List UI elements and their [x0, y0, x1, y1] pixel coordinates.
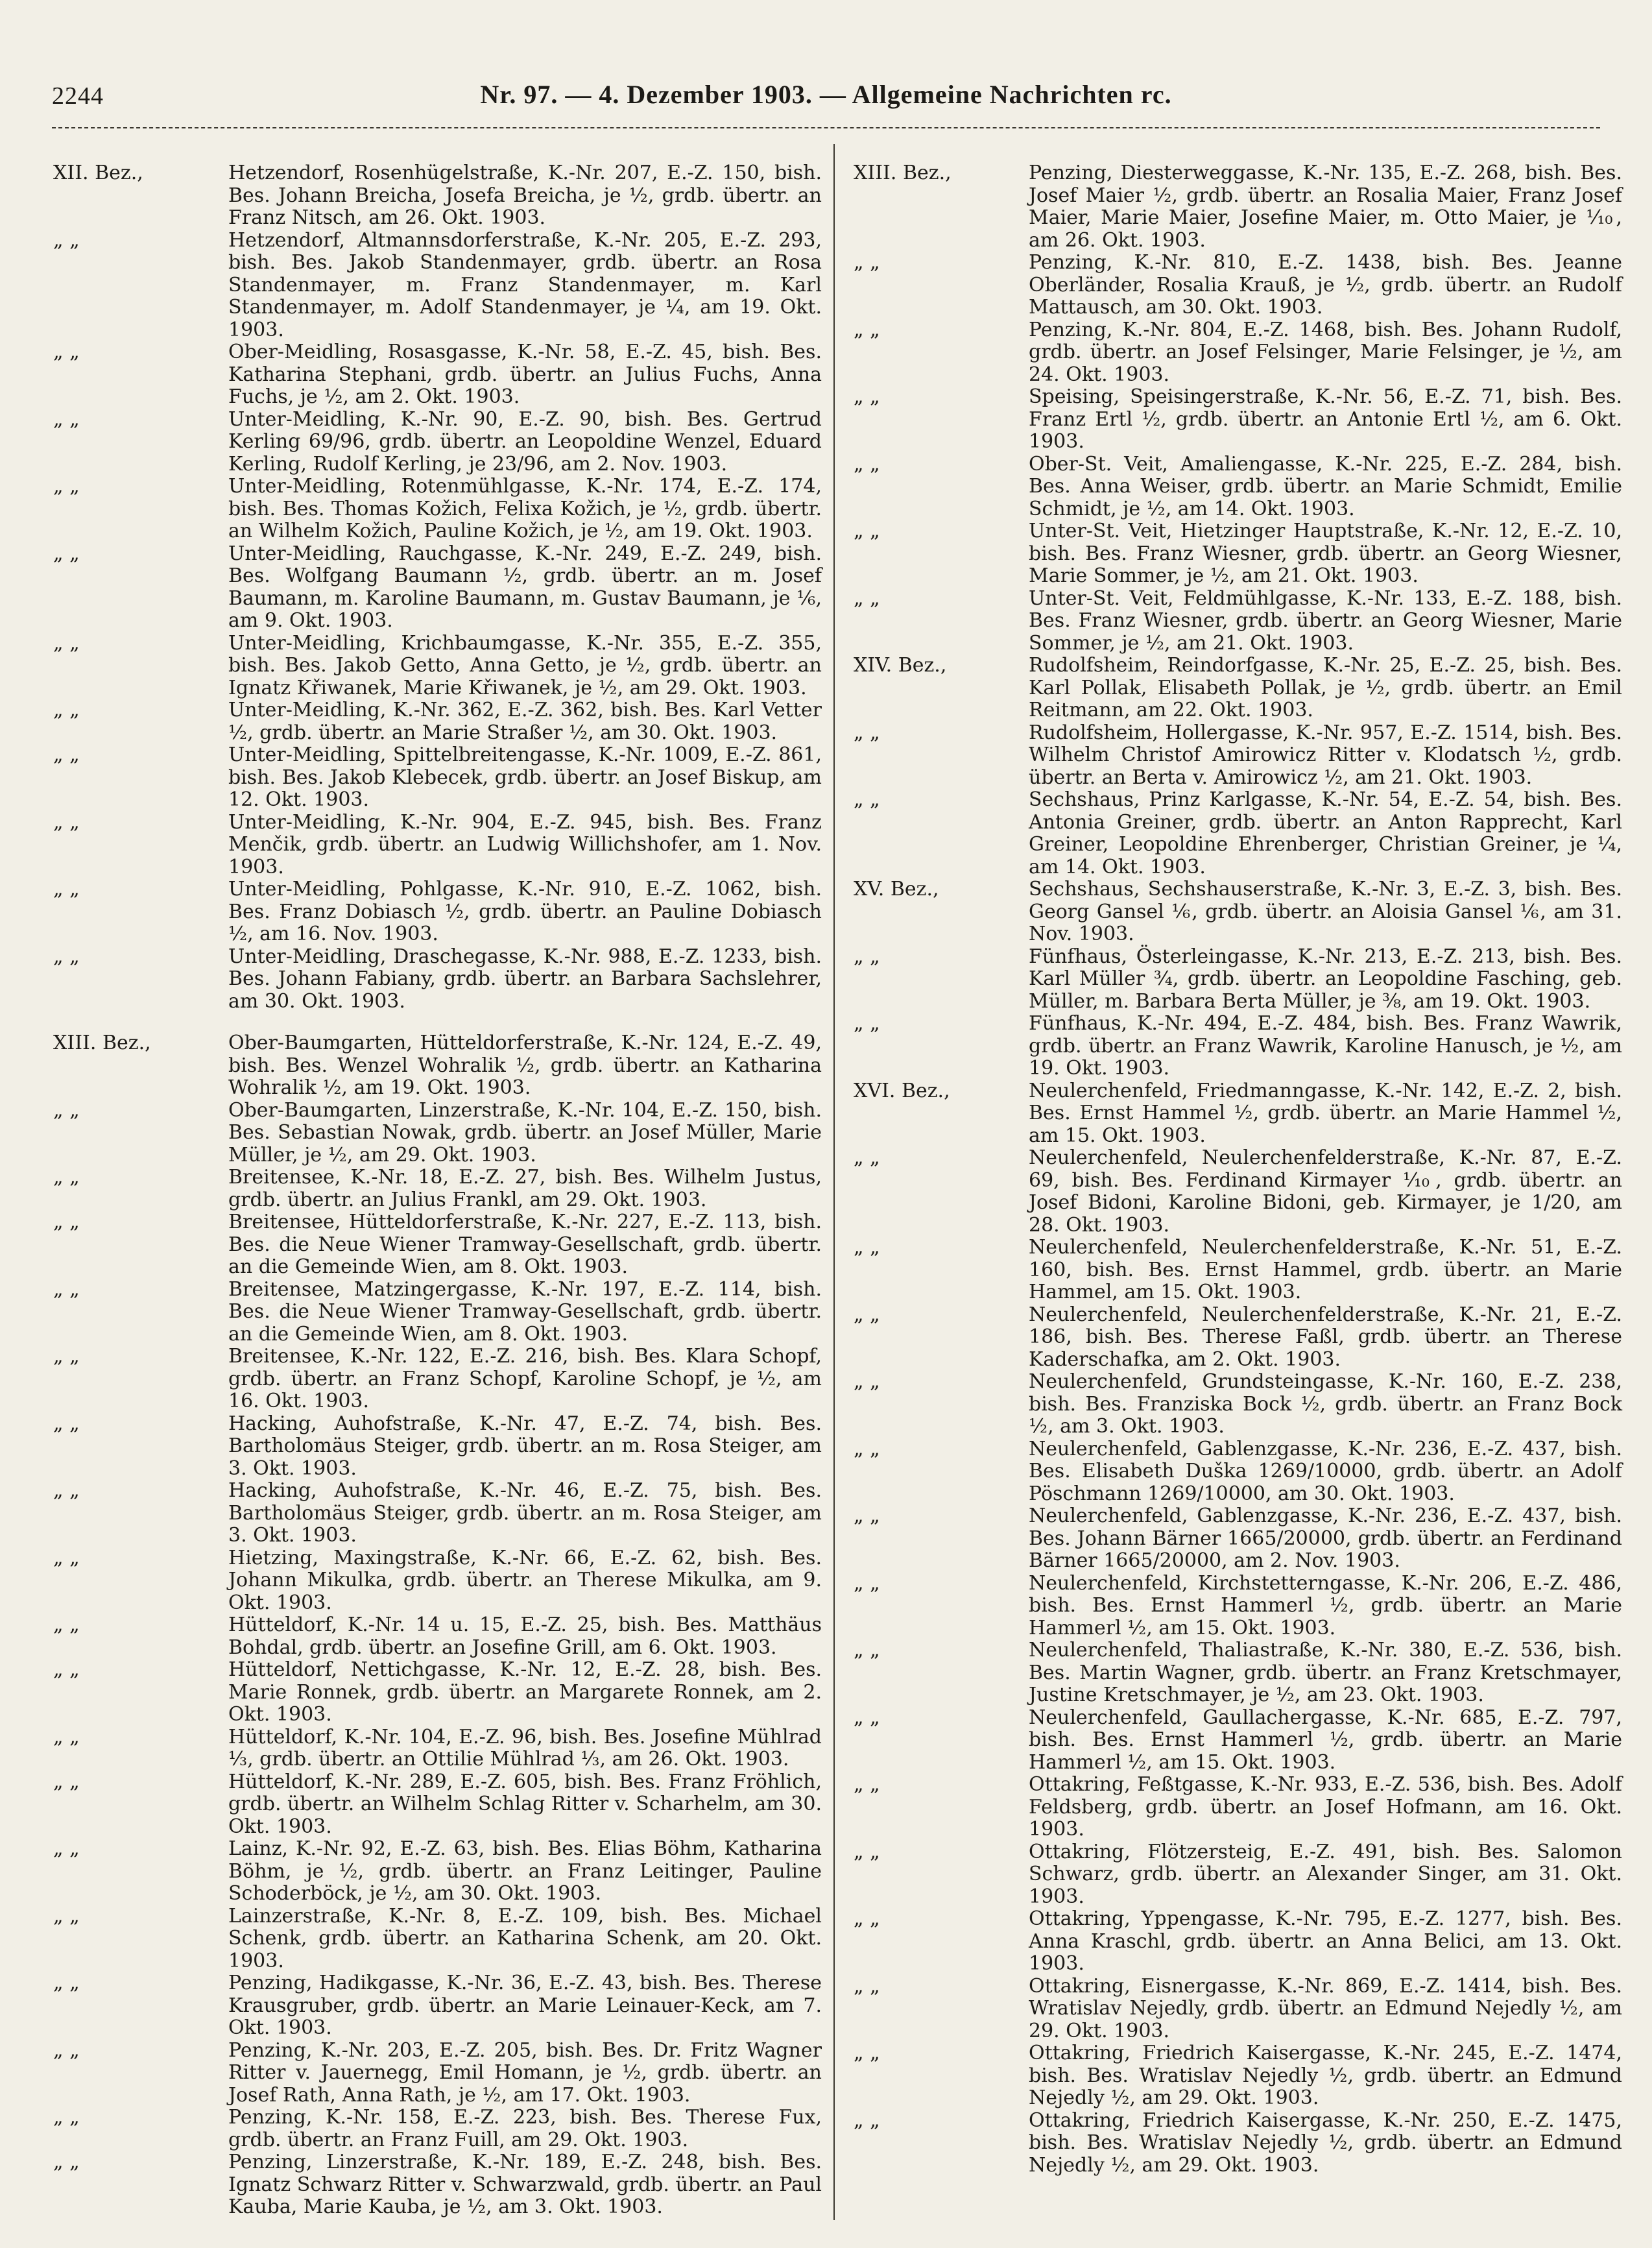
- district-label: „ „: [53, 341, 80, 363]
- entry-text: Breitensee, Hütteldorferstraße, K.-Nr. 227, E.-Z. 113, bish. Bes. die Neue Wiener Tramway-Gesellschaft, grdb. übertr. an die Gemeinde Wien, am 8. Okt. 1903.: [228, 1211, 822, 1278]
- entry-text: Unter-Meidling, Pohlgasse, K.-Nr. 910, E.-Z. 1062, bish. Bes. Franz Dobiasch ½, grdb. übertr. an Pauline Dobiasch ½, am 16. Nov. 1903.: [228, 878, 822, 945]
- entry-text: Ober-St. Veit, Amaliengasse, K.-Nr. 225, E.-Z. 284, bish. Bes. Anna Weiser, grdb. übertr. an Marie Schmidt, Emilie Schmidt, je ½, am 14. Okt. 1903.: [1029, 452, 1622, 520]
- entry-text: Hütteldorf, K.-Nr. 289, E.-Z. 605, bish. Bes. Franz Fröhlich, grdb. übertr. an Wilhelm Schlag Ritter v. Scharhelm, am 30. Okt. 1903.: [228, 1770, 822, 1838]
- register-entry: [854, 1908, 1622, 1976]
- register-entry: [854, 252, 1622, 319]
- district-label: „ „: [53, 945, 80, 968]
- district-label: XIII. Bez.,: [854, 162, 952, 184]
- district-label: „ „: [854, 251, 880, 274]
- entry-text: Unter-Meidling, Krichbaumgasse, K.-Nr. 355, E.-Z. 355, bish. Bes. Jakob Getto, Anna Getto, je ½, grdb. übertr. an Ignatz Křiwanek, Marie Křiwanek, je ½, am 29. Okt. 1903.: [228, 631, 822, 699]
- entry-text: Unter-Meidling, Rauchgasse, K.-Nr. 249, E.-Z. 249, bish. Bes. Wolfgang Baumann ½, grdb. übertr. an m. Josef Baumann, m. Karoline Baumann, m. Gustav Baumann, je ⅙, am 9. Okt. 1903.: [228, 542, 822, 632]
- district-label: „ „: [854, 1303, 880, 1326]
- district-label: „ „: [854, 1012, 880, 1035]
- register-entry: [854, 588, 1622, 655]
- register-entry: [854, 1237, 1622, 1304]
- register-entry: [53, 1032, 822, 1100]
- district-label: „ „: [53, 1904, 80, 1928]
- entry-text: Penzing, Linzerstraße, K.-Nr. 189, E.-Z. 248, bish. Bes. Ignatz Schwarz Ritter v. Schwarzwald, grdb. übertr. an Paul Kauba, Marie Kauba, je ½, am 3. Okt. 1903.: [228, 2151, 822, 2218]
- entry-text: Hetzendorf, Rosenhügelstraße, K.-Nr. 207, E.-Z. 150, bish. Bes. Johann Breicha, Josefa Breicha, je ½, grdb. übertr. an Franz Nitsch, am 26. Okt. 1903.: [228, 162, 822, 229]
- district-label: „ „: [854, 1146, 880, 1169]
- register-entry: [53, 1905, 822, 1973]
- district-label: „ „: [854, 318, 880, 341]
- register-entry: [854, 789, 1622, 878]
- register-entry: [854, 2110, 1622, 2177]
- entry-text: Neulerchenfeld, Neulerchenfelderstraße, K.-Nr. 87, E.-Z. 69, bish. Bes. Ferdinand Kirmayer ⅒, grdb. übertr. an Josef Bidoni, Karoline Bidoni, geb. Kirmayer, je 1/20, am 28. Okt. 1903.: [1029, 1146, 1622, 1237]
- district-label: „ „: [854, 788, 880, 811]
- entry-text: Penzing, K.-Nr. 158, E.-Z. 223, bish. Bes. Therese Fux, grdb. übertr. an Franz Fuill, am 29. Okt. 1903.: [228, 2106, 822, 2151]
- entry-text: Penzing, K.-Nr. 810, E.-Z. 1438, bish. Bes. Jeanne Oberländer, Rosalia Krauß, je ½, grdb. übertr. an Rudolf Mattausch, am 30. Okt. 1903.: [1029, 251, 1622, 319]
- register-entry: [53, 1480, 822, 1547]
- district-label: „ „: [854, 1236, 880, 1259]
- entry-text: Penzing, Diesterweggasse, K.-Nr. 135, E.-Z. 268, bish. Bes. Josef Maier ½, grdb. übertr. an Rosalia Maier, Franz Josef Maier, Marie Maier, Josefine Maier, m. Otto Maier, je ⅒, am 26. Okt. 1903.: [1029, 162, 1622, 252]
- entry-text: Unter-St. Veit, Feldmühlgasse, K.-Nr. 133, E.-Z. 188, bish. Bes. Franz Wiesner, grdb. übertr. an Georg Wiesner, Marie Sommer, je ½, am 21. Okt. 1903.: [1029, 586, 1622, 655]
- district-label: „ „: [53, 1412, 80, 1435]
- register-entry: [53, 162, 822, 230]
- district-label: „ „: [53, 810, 80, 834]
- entry-text: Neulerchenfeld, Friedmanngasse, K.-Nr. 142, E.-Z. 2, bish. Bes. Ernst Hammel ½, grdb. übertr. an Marie Hammel ½, am 15. Okt. 1903.: [1029, 1079, 1622, 1147]
- register-entry: [53, 543, 822, 633]
- entry-text: Unter-Meidling, Spittelbreitengasse, K.-Nr. 1009, E.-Z. 861, bish. Bes. Jakob Klebecek, grdb. übertr. an Josef Biskup, am 12. Okt. 1903.: [228, 743, 822, 811]
- register-entry: [854, 722, 1622, 790]
- district-label: „ „: [53, 1098, 80, 1122]
- district-label: „ „: [53, 631, 80, 655]
- entry-text: Hütteldorf, K.-Nr. 104, E.-Z. 96, bish. Bes. Josefine Mühlrad ⅓, grdb. übertr. an Ottilie Mühlrad ⅓, am 26. Okt. 1903.: [228, 1725, 822, 1771]
- page-header: [52, 77, 1600, 128]
- district-label: „ „: [53, 1972, 80, 1994]
- entry-text: Hacking, Auhofstraße, K.-Nr. 47, E.-Z. 74, bish. Bes. Bartholomäus Steiger, grdb. übertr. an m. Rosa Steiger, am 3. Okt. 1903.: [228, 1412, 822, 1480]
- register-entry: [854, 1013, 1622, 1080]
- district-label: „ „: [854, 1773, 880, 1796]
- district-label: XIII. Bez.,: [53, 1032, 151, 1054]
- register-entry: [53, 341, 822, 409]
- register-entry: [854, 1080, 1622, 1148]
- right-column: [854, 162, 1622, 2177]
- register-entry: [854, 1573, 1622, 1640]
- district-label: „ „: [53, 1658, 80, 1681]
- register-entry: [854, 1774, 1622, 1841]
- district-label: „ „: [854, 2109, 880, 2132]
- register-entry: [53, 1413, 822, 1481]
- register-entry: [53, 1614, 822, 1659]
- register-entry: [53, 1279, 822, 1346]
- entry-text: Ottakring, Flötzersteig, E.-Z. 491, bish. Bes. Salomon Schwarz, grdb. übertr. an Alexander Singer, am 31. Okt. 1903.: [1029, 1840, 1622, 1908]
- register-entry: [854, 1304, 1622, 1372]
- register-entry: [53, 1838, 822, 1905]
- entry-text: Ottakring, Friedrich Kaisergasse, K.-Nr. 250, E.-Z. 1475, bish. Bes. Wratislav Nejedly ½, grdb. übertr. an Edmund Nejedly ½, am 29. Okt. 1903.: [1029, 2109, 1622, 2177]
- entry-text: Ottakring, Eisnergasse, K.-Nr. 869, E.-Z. 1414, bish. Bes. Wratislav Nejedly, grdb. übertr. an Edmund Nejedly ½, am 29. Okt. 1903.: [1029, 1974, 1622, 2042]
- entry-text: Fünfhaus, Österleingasse, K.-Nr. 213, E.-Z. 213, bish. Bes. Karl Müller ¾, grdb. übertr. an Leopoldine Fasching, geb. Müller, m. Barbara Berta Müller, je ⅜, am 19. Okt. 1903.: [1029, 945, 1622, 1013]
- district-label: „ „: [854, 1706, 880, 1729]
- register-entry: [854, 1639, 1622, 1707]
- register-entry: [854, 1147, 1622, 1237]
- register-entry: [53, 2151, 822, 2219]
- running-title: Nr. 97. — 4. Dezember 1903. — Allgemeine Nachrichten rc.: [480, 80, 1172, 109]
- register-entry: [53, 476, 822, 543]
- entry-text: Hütteldorf, K.-Nr. 14 u. 15, E.-Z. 25, bish. Bes. Matthäus Bohdal, grdb. übertr. an Josefine Grill, am 6. Okt. 1903.: [228, 1613, 822, 1659]
- district-label: „ „: [854, 721, 880, 744]
- district-label: „ „: [53, 1211, 80, 1233]
- register-entry: [854, 319, 1622, 387]
- entry-text: Breitensee, K.-Nr. 18, E.-Z. 27, bish. Bes. Wilhelm Justus, grdb. übertr. an Julius Frankl, am 29. Okt. 1903.: [228, 1166, 822, 1211]
- entry-text: Ober-Meidling, Rosasgasse, K.-Nr. 58, E.-Z. 45, bish. Bes. Katharina Stephani, grdb. übertr. an Julius Fuchs, Anna Fuchs, je ½, am 2. Okt. 1903.: [228, 341, 822, 408]
- register-entry: [854, 1371, 1622, 1438]
- district-label: „ „: [53, 1277, 80, 1301]
- district-label: „ „: [854, 452, 880, 476]
- register-entry: [854, 655, 1622, 722]
- entry-text: Ottakring, Friedrich Kaisergasse, K.-Nr. 245, E.-Z. 1474, bish. Bes. Wratislav Nejedly ½, grdb. übertr. an Edmund Nejedly ½, am 29. Okt. 1903.: [1029, 2042, 1622, 2109]
- district-label: „ „: [53, 1546, 80, 1569]
- register-entry: [53, 230, 822, 342]
- column-divider: [833, 144, 835, 2220]
- district-label: „ „: [53, 2038, 80, 2062]
- register-entry: [53, 633, 822, 700]
- register-entry: [53, 1659, 822, 1726]
- register-entry: [53, 2040, 822, 2107]
- district-label: „ „: [53, 475, 80, 498]
- district-label: „ „: [53, 1479, 80, 1502]
- entry-text: Penzing, K.-Nr. 203, E.-Z. 205, bish. Bes. Dr. Fritz Wagner Ritter v. Jauernegg, Emil Homann, je ½, grdb. übertr. an Josef Rath, Anna Rath, je ½, am 17. Okt. 1903.: [228, 2038, 822, 2107]
- district-label: „ „: [53, 1613, 80, 1636]
- header-rule: [52, 127, 1600, 128]
- entry-text: Hetzendorf, Altmannsdorferstraße, K.-Nr. 205, E.-Z. 293, bish. Bes. Jakob Standenmayer, grdb. übertr. an Rosa Standenmayer, m. Franz Standenmayer, m. Karl Standenmayer, m. Adolf Standenmayer, je ¼, am 19. Okt. 1903.: [228, 228, 822, 341]
- page-number: 2244: [52, 82, 104, 110]
- entry-text: Rudolfsheim, Hollergasse, K.-Nr. 957, E.-Z. 1514, bish. Bes. Wilhelm Christof Amirowicz Ritter v. Klodatsch ½, grdb. übertr. an Berta v. Amirowicz ½, am 21. Okt. 1903.: [1029, 721, 1622, 789]
- register-entry: [53, 1211, 822, 1279]
- entry-text: Unter-Meidling, K.-Nr. 90, E.-Z. 90, bish. Bes. Gertrud Kerling 69/96, grdb. übertr. an Leopoldine Wenzel, Eduard Kerling, Rudolf Kerling, je 23/96, am 2. Nov. 1903.: [228, 407, 822, 476]
- entry-text: Neulerchenfeld, Grundsteingasse, K.-Nr. 160, E.-Z. 238, bish. Bes. Franziska Bock ½, grdb. übertr. an Franz Bock ½, am 3. Okt. 1903.: [1029, 1370, 1622, 1438]
- register-entry: [854, 1505, 1622, 1573]
- entry-text: Sechshaus, Sechshauserstraße, K.-Nr. 3, E.-Z. 3, bish. Bes. Georg Gansel ⅙, grdb. übertr. an Aloisia Gansel ⅙, am 31. Nov. 1903.: [1029, 878, 1622, 945]
- district-label: „ „: [854, 1907, 880, 1930]
- entry-text: Neulerchenfeld, Thaliastraße, K.-Nr. 380, E.-Z. 536, bish. Bes. Martin Wagner, grdb. übertr. an Franz Kretschmayer, Justine Kretschmayer, je ½, am 23. Okt. 1903.: [1029, 1639, 1622, 1706]
- register-entry: [854, 386, 1622, 453]
- entry-text: Neulerchenfeld, Gablenzgasse, K.-Nr. 236, E.-Z. 437, bish. Bes. Johann Bärner 1665/20000, grdb. übertr. an Ferdinand Bärner 1665/20000, am 2. Nov. 1903.: [1029, 1505, 1622, 1572]
- left-column: [53, 162, 822, 2219]
- district-label: „ „: [53, 407, 80, 431]
- district-label: „ „: [53, 1166, 80, 1189]
- entry-text: Rudolfsheim, Reindorfgasse, K.-Nr. 25, E.-Z. 25, bish. Bes. Karl Pollak, Elisabeth Pollak, je ½, grdb. übertr. an Emil Reitmann, am 22. Okt. 1903.: [1029, 654, 1622, 721]
- district-label: „ „: [854, 1437, 880, 1460]
- register-entry: [854, 2042, 1622, 2110]
- district-label: „ „: [53, 699, 80, 721]
- entry-text: Lainzerstraße, K.-Nr. 8, E.-Z. 109, bish. Bes. Michael Schenk, grdb. übertr. an Katharina Schenk, am 20. Okt. 1903.: [228, 1904, 822, 1972]
- register-entry: [53, 1166, 822, 1211]
- district-label: XIV. Bez.,: [854, 654, 947, 677]
- district-label: „ „: [854, 1840, 880, 1863]
- register-entry: [53, 1547, 822, 1615]
- district-label: „ „: [53, 542, 80, 565]
- entry-text: Ottakring, Yppengasse, K.-Nr. 795, E.-Z. 1277, bish. Bes. Anna Kraschl, grdb. übertr. an Anna Belici, am 13. Okt. 1903.: [1029, 1907, 1622, 1975]
- entry-text: Penzing, Hadikgasse, K.-Nr. 36, E.-Z. 43, bish. Bes. Therese Krausgruber, grdb. übertr. an Marie Leinauer-Keck, am 7. Okt. 1903.: [228, 1972, 822, 2039]
- district-label: „ „: [854, 1505, 880, 1527]
- district-label: „ „: [854, 945, 880, 968]
- register-entry: [854, 878, 1622, 946]
- entry-text: Neulerchenfeld, Kirchstetterngasse, K.-Nr. 206, E.-Z. 486, bish. Bes. Ernst Hammerl ½, grdb. übertr. an Marie Hammerl ½, am 15. Okt. 1903.: [1029, 1571, 1622, 1639]
- entry-text: Fünfhaus, K.-Nr. 494, E.-Z. 484, bish. Bes. Franz Wawrik, grdb. übertr. an Franz Wawrik, Karoline Hanusch, je ½, am 19. Okt. 1903.: [1029, 1012, 1622, 1080]
- district-label: „ „: [53, 228, 80, 252]
- district-label: XV. Bez.,: [854, 878, 939, 900]
- entry-text: Hacking, Auhofstraße, K.-Nr. 46, E.-Z. 75, bish. Bes. Bartholomäus Steiger, grdb. übertr. an m. Rosa Steiger, am 3. Okt. 1903.: [228, 1479, 822, 1547]
- register-entry: [854, 946, 1622, 1013]
- register-entry: [854, 453, 1622, 521]
- entry-text: Ottakring, Feßtgasse, K.-Nr. 933, E.-Z. 536, bish. Bes. Adolf Feldsberg, grdb. übertr. an Josef Hofmann, am 16. Okt. 1903.: [1029, 1773, 1622, 1841]
- district-label: „ „: [854, 1974, 880, 1998]
- entry-text: Sechshaus, Prinz Karlgasse, K.-Nr. 54, E.-Z. 54, bish. Bes. Antonia Greiner, grdb. übertr. an Anton Rapprecht, Karl Greiner, Leopoldine Ehrenberger, Christian Greiner, je ¼, am 14. Okt. 1903.: [1029, 788, 1622, 878]
- register-entry: [53, 699, 822, 744]
- entry-text: Breitensee, K.-Nr. 122, E.-Z. 216, bish. Bes. Klara Schopf, grdb. übertr. an Franz Schopf, Karoline Schopf, je ½, am 16. Okt. 1903.: [228, 1345, 822, 1412]
- district-label: „ „: [53, 878, 80, 900]
- register-entry: [53, 744, 822, 812]
- entry-text: Lainz, K.-Nr. 92, E.-Z. 63, bish. Bes. Elias Böhm, Katharina Böhm, je ½, grdb. übertr. an Franz Leitinger, Pauline Schoderböck, je ½, am 30. Okt. 1903.: [228, 1837, 822, 1905]
- entry-text: Ober-Baumgarten, Hütteldorferstraße, K.-Nr. 124, E.-Z. 49, bish. Bes. Wenzel Wohralik ½, grdb. übertr. an Katharina Wohralik ½, am 19. Okt. 1903.: [228, 1032, 822, 1099]
- register-entry: [854, 520, 1622, 588]
- entry-text: Unter-St. Veit, Hietzinger Hauptstraße, K.-Nr. 12, E.-Z. 10, bish. Bes. Franz Wiesner, grdb. übertr. an Georg Wiesner, Marie Sommer, je ½, am 21. Okt. 1903.: [1029, 520, 1622, 587]
- register-entry: [53, 1771, 822, 1839]
- register-entry: [53, 1346, 822, 1413]
- district-label: „ „: [53, 2151, 80, 2173]
- district-label: „ „: [53, 1837, 80, 1860]
- district-label: „ „: [854, 1639, 880, 1662]
- entry-text: Hietzing, Maxingstraße, K.-Nr. 66, E.-Z. 62, bish. Bes. Johann Mikulka, grdb. übertr. an Therese Mikulka, am 9. Okt. 1903.: [228, 1546, 822, 1614]
- register-entry: [53, 2107, 822, 2151]
- register-entry: [854, 1841, 1622, 1909]
- district-label: „ „: [854, 2042, 880, 2064]
- register-entry: [854, 162, 1622, 252]
- register-entry: [854, 1438, 1622, 1506]
- register-entry: [53, 812, 822, 879]
- district-label: „ „: [854, 1571, 880, 1595]
- register-entry: [854, 1707, 1622, 1774]
- district-label: „ „: [854, 1370, 880, 1393]
- register-entry: [53, 1726, 822, 1771]
- entry-text: Neulerchenfeld, Gablenzgasse, K.-Nr. 236, E.-Z. 437, bish. Bes. Elisabeth Duška 1269/10000, grdb. übertr. an Adolf Pöschmann 1269/10000, am 30. Okt. 1903.: [1029, 1437, 1622, 1505]
- entry-text: Hütteldorf, Nettichgasse, K.-Nr. 12, E.-Z. 28, bish. Bes. Marie Ronnek, grdb. übertr. an Margarete Ronnek, am 2. Okt. 1903.: [228, 1658, 822, 1726]
- entry-text: Unter-Meidling, K.-Nr. 362, E.-Z. 362, bish. Bes. Karl Vetter ½, grdb. übertr. an Marie Straßer ½, am 30. Okt. 1903.: [228, 699, 822, 744]
- district-label: „ „: [854, 586, 880, 610]
- entry-text: Unter-Meidling, K.-Nr. 904, E.-Z. 945, bish. Bes. Franz Menčik, grdb. übertr. an Ludwig Willichshofer, am 1. Nov. 1903.: [228, 810, 822, 878]
- entry-text: Penzing, K.-Nr. 804, E.-Z. 1468, bish. Bes. Johann Rudolf, grdb. übertr. an Josef Felsinger, Marie Felsinger, je ½, am 24. Okt. 1903.: [1029, 318, 1622, 386]
- register-entry: [53, 1100, 822, 1167]
- district-label: „ „: [53, 2106, 80, 2129]
- entry-text: Neulerchenfeld, Neulerchenfelderstraße, K.-Nr. 51, E.-Z. 160, bish. Bes. Ernst Hammel, grdb. übertr. an Marie Hammel, am 15. Okt. 1903.: [1029, 1236, 1622, 1303]
- entry-text: Unter-Meidling, Draschegasse, K.-Nr. 988, E.-Z. 1233, bish. Bes. Johann Fabiany, grdb. übertr. an Barbara Sachslehrer, am 30. Okt. 1903.: [228, 945, 822, 1013]
- entry-text: Breitensee, Matzingergasse, K.-Nr. 197, E.-Z. 114, bish. Bes. die Neue Wiener Tramway-Gesellschaft, grdb. übertr. an die Gemeinde Wien, am 8. Okt. 1903.: [228, 1277, 822, 1346]
- entry-text: Neulerchenfeld, Gaullachergasse, K.-Nr. 685, E.-Z. 797, bish. Bes. Ernst Hammerl ½, grdb. übertr. an Marie Hammerl ½, am 15. Okt. 1903.: [1029, 1706, 1622, 1774]
- district-label: „ „: [854, 520, 880, 542]
- register-entry: [53, 1972, 822, 2040]
- district-label: XII. Bez.,: [53, 162, 143, 184]
- district-label: „ „: [53, 1770, 80, 1793]
- entry-text: Neulerchenfeld, Neulerchenfelderstraße, K.-Nr. 21, E.-Z. 186, bish. Bes. Therese Faßl, grdb. übertr. an Therese Kaderschafka, am 2. Okt. 1903.: [1029, 1303, 1622, 1371]
- register-entry: [53, 409, 822, 476]
- register-entry: [53, 946, 822, 1013]
- register-entry: [854, 1976, 1622, 2043]
- register-entry: [53, 878, 822, 946]
- district-label: „ „: [53, 743, 80, 766]
- district-label: „ „: [53, 1345, 80, 1368]
- district-label: „ „: [854, 385, 880, 408]
- entry-text: Unter-Meidling, Rotenmühlgasse, K.-Nr. 174, E.-Z. 174, bish. Bes. Thomas Kožich, Felixa Kožich, je ½, grdb. übertr. an Wilhelm Kožich, Pauline Kožich, je ½, am 19. Okt. 1903.: [228, 475, 822, 542]
- district-label: „ „: [53, 1725, 80, 1748]
- entry-text: Ober-Baumgarten, Linzerstraße, K.-Nr. 104, E.-Z. 150, bish. Bes. Sebastian Nowak, grdb. übertr. an Josef Müller, Marie Müller, je ½, am 29. Okt. 1903.: [228, 1098, 822, 1166]
- district-label: XVI. Bez.,: [854, 1079, 950, 1102]
- entry-text: Speising, Speisingerstraße, K.-Nr. 56, E.-Z. 71, bish. Bes. Franz Ertl ½, grdb. übertr. an Antonie Ertl ½, am 6. Okt. 1903.: [1029, 385, 1622, 453]
